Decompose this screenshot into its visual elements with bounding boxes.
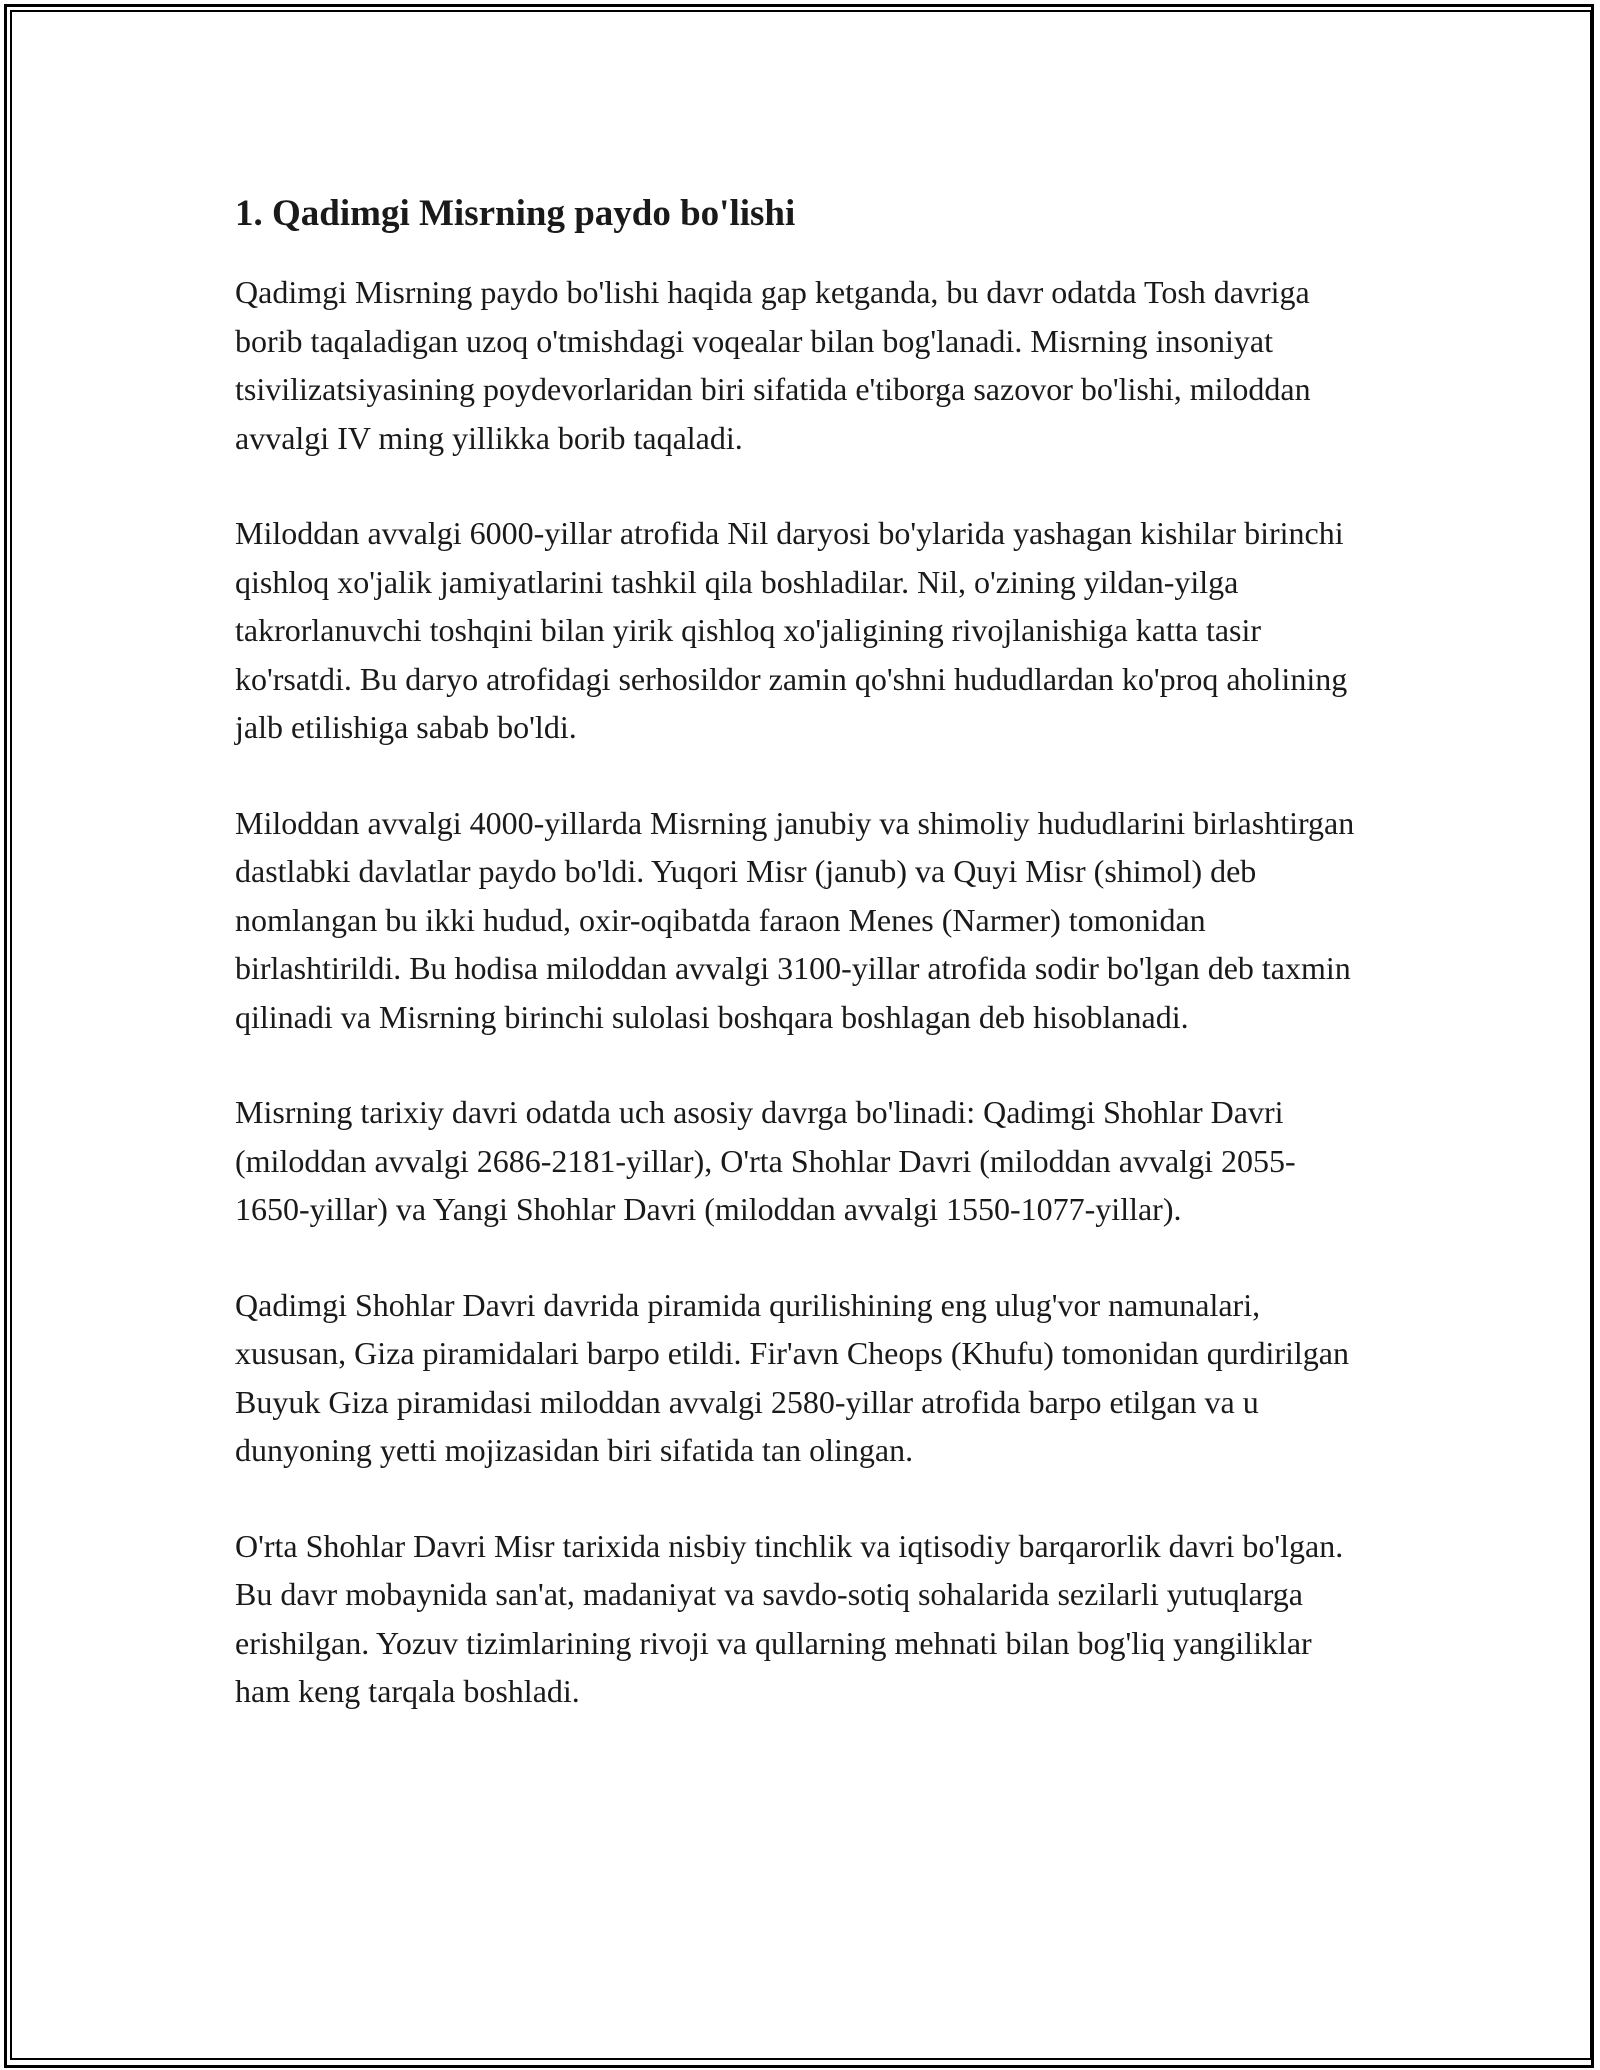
paragraph-3: Miloddan avvalgi 4000-yillarda Misrning janubiy va shimoliy hududlarini birlashtirgan dastlabki davlatlar paydo bo'ldi. Yuqori Misr (janub) va Quyi Misr (shimol) deb nomlangan bu ikki hudud, oxir-oqibatda faraon Menes (Narmer) tomonidan birlashtirildi. Bu hodisa miloddan avvalgi 3100-yillar atrofida sodir bo'lgan deb taxmin qilinadi va Misrning birinchi sulolasi boshqara boshlagan deb hisoblanadi. (235, 804, 1355, 1035)
section-title: 1. Qadimgi Misrning paydo bo'lishi (235, 193, 796, 234)
document-body (235, 186, 1370, 1763)
paragraph-4: Misrning tarixiy davri odatda uch asosiy davrga bo'linadi: Qadimgi Shohlar Davri (miloddan avvalgi 2686-2181-yillar), O'rta Shohlar Davri (miloddan avvalgi 2055-1650-yillar) va Yangi Shohlar Davri (miloddan avvalgi 1550-1077-yillar). (235, 1094, 1296, 1227)
paragraph-5: Qadimgi Shohlar Davri davrida piramida qurilishining eng ulug'vor namunalari, xususan, Giza piramidalari barpo etildi. Fir'avn Cheops (Khufu) tomonidan qurdirilgan Buyuk Giza piramidasi miloddan avvalgi 2580-yillar atrofida barpo etilgan va u dunyoning yetti mojizasidan biri sifatida tan olingan. (235, 1286, 1349, 1468)
paragraph-6: O'rta Shohlar Davri Misr tarixida nisbiy tinchlik va iqtisodiy barqarorlik davri bo'lgan. Bu davr mobaynida san'at, madaniyat va savdo-sotiq sohalarida sezilarli yutuqlarga erishilgan. Yozuv tizimlarining rivoji va qullarning mehnati bilan bog'liq yangiliklar ham keng tarqala boshladi. (235, 1527, 1344, 1709)
paragraph-1: Qadimgi Misrning paydo bo'lishi haqida gap ketganda, bu davr odatda Tosh davriga borib taqaladigan uzoq o'tmishdagi voqealar bilan bog'lanadi. Misrning insoniyat tsivilizatsiyasining poydevorlaridan biri sifatida e'tiborga sazovor bo'lishi, miloddan avvalgi IV ming yillikka borib taqaladi. (235, 274, 1311, 456)
paragraph-2: Miloddan avvalgi 6000-yillar atrofida Nil daryosi bo'ylarida yashagan kishilar birinchi qishloq xo'jalik jamiyatlarini tashkil qila boshladilar. Nil, o'zining yildan-yilga takrorlanuvchi toshqini bilan yirik qishloq xo'jaligining rivojlanishiga katta tasir ko'rsatdi. Bu daryo atrofidagi serhosildor zamin qo'shni hududlardan ko'proq aholining jalb etilishiga sabab bo'ldi. (235, 515, 1348, 745)
